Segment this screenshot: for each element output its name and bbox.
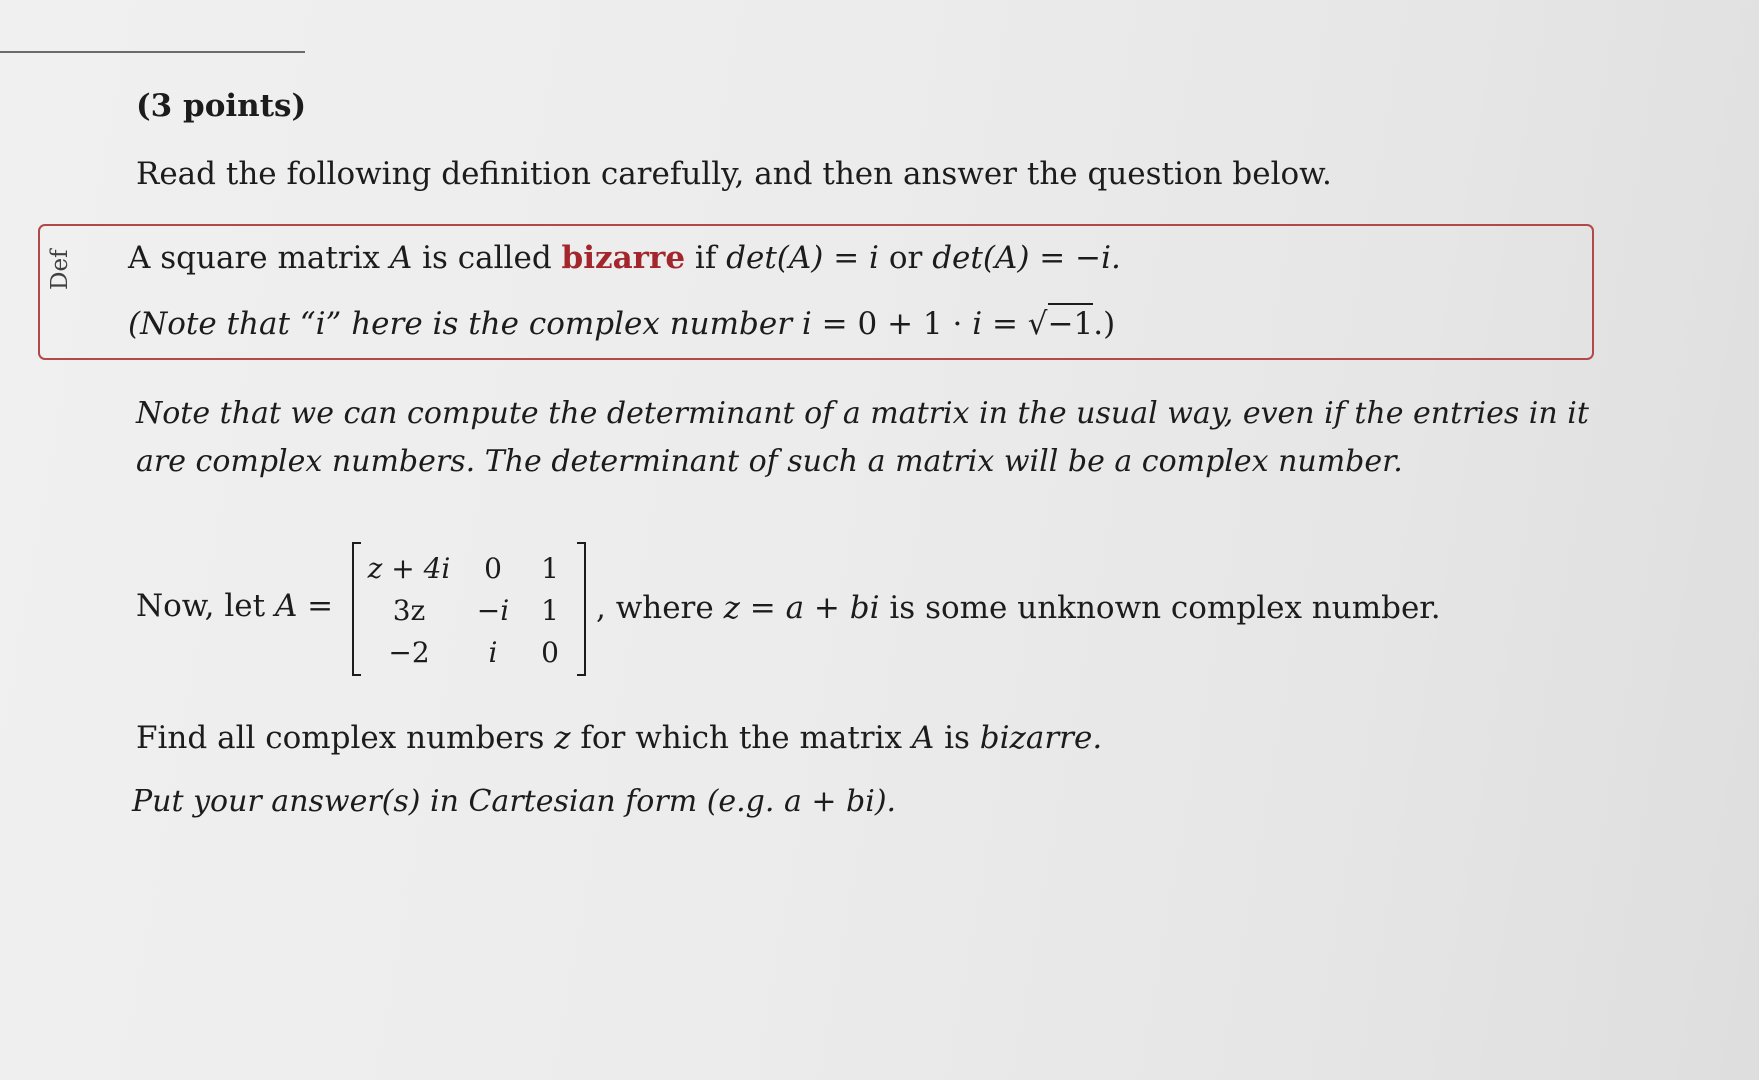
determinant-condition: det(A) = i — [726, 240, 879, 276]
bizarre-term: bizarre — [561, 240, 686, 276]
definition-label: Def — [47, 249, 73, 290]
question-text — [136, 720, 1102, 756]
matrix-cell: −i — [476, 594, 510, 627]
left-bracket — [352, 542, 361, 676]
question-fragment: is — [934, 720, 980, 756]
top-divider — [0, 51, 305, 53]
points-label: (3 points) — [136, 88, 307, 124]
definition-note — [128, 306, 1115, 342]
definition-note-math: i — [972, 306, 983, 342]
definition-note-math: = √ — [982, 306, 1048, 342]
matrix-cell: z + 4i — [367, 552, 451, 585]
question-fragment: Find all complex numbers — [136, 720, 555, 756]
definition-text: is called — [412, 240, 562, 276]
matrix-statement-suffix — [596, 590, 1441, 626]
matrix-cell: 1 — [541, 594, 559, 627]
statement-text: = — [297, 588, 334, 624]
z-definition: z = a + bi — [723, 590, 880, 626]
definition-note-math: 0 + 1 · — [857, 306, 973, 342]
z-variable: z — [554, 720, 571, 756]
determinant-condition: det(A) = −i. — [932, 240, 1121, 276]
matrix-cell: 1 — [541, 552, 559, 585]
matrix-cell: −2 — [388, 636, 430, 669]
right-bracket — [577, 542, 586, 676]
statement-text: is some unknown complex number. — [879, 590, 1441, 626]
matrix-cell: i — [488, 636, 498, 669]
statement-text: Now, let — [136, 588, 275, 624]
bizarre-term: bizarre. — [979, 720, 1103, 756]
matrix-variable: A — [389, 240, 413, 276]
matrix-statement-prefix — [136, 588, 333, 624]
answer-format-instruction: Put your answer(s) in Cartesian form (e.g. a + bi). — [132, 784, 897, 819]
matrix-grid — [364, 542, 576, 676]
matrix-variable: A — [274, 588, 298, 624]
definition-text: if — [685, 240, 727, 276]
note-paragraph: Note that we can compute the determinant of a matrix in the usual way, even if the entries in it are complex numbers. The determinant of such a matrix will be a complex number. — [136, 396, 1589, 479]
instruction-text: Read the following definition carefully, and then answer the question below. — [136, 156, 1332, 192]
question-fragment: for which the matrix — [570, 720, 912, 756]
matrix-variable: A — [911, 720, 935, 756]
definition-note-text: .) — [1093, 306, 1116, 342]
statement-text: , where — [596, 590, 724, 626]
definition-text: or — [878, 240, 933, 276]
definition-note-text: (Note that “i” here is the complex number i = — [128, 306, 858, 342]
matrix-cell: 0 — [484, 552, 502, 585]
matrix-cell: 3z — [392, 594, 426, 627]
definition-text: A square matrix — [128, 240, 390, 276]
definition-statement — [128, 240, 1121, 276]
matrix-cell: 0 — [541, 636, 559, 669]
matrix-A — [352, 542, 586, 676]
radicand: −1 — [1048, 303, 1094, 342]
